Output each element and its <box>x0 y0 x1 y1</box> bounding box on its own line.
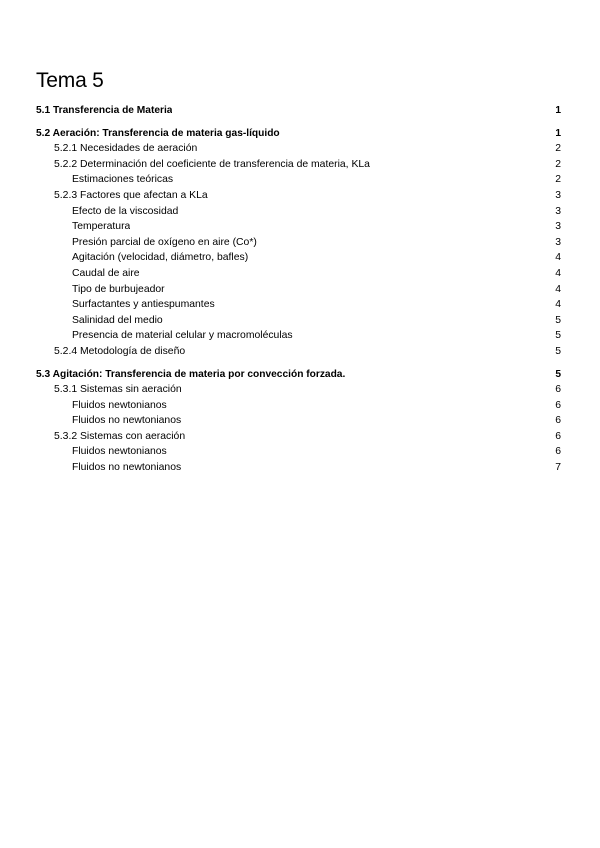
toc-entry-page: 1 <box>555 127 561 139</box>
toc-entry-5-3-1[interactable] <box>36 382 561 398</box>
toc-entry-label: Tipo de burbujeador <box>72 283 165 295</box>
toc-entry-page: 6 <box>555 415 561 427</box>
toc-entry-page: 4 <box>555 252 561 264</box>
toc-entry-burbujeador[interactable] <box>36 282 561 298</box>
toc-entry-page: 3 <box>555 236 561 248</box>
toc-entry-label: Salinidad del medio <box>72 314 163 326</box>
toc-entry-label: Presión parcial de oxígeno en aire (Co*) <box>72 236 257 248</box>
toc-entry-label: 5.3.1 Sistemas sin aeración <box>54 384 182 396</box>
toc-entry-material-celular[interactable] <box>36 328 561 344</box>
toc-entry-temperatura[interactable] <box>36 219 561 235</box>
toc-entry-page: 2 <box>555 143 561 155</box>
toc-entry-label: Fluidos no newtonianos <box>72 415 182 427</box>
toc-entry-label: 5.2.3 Factores que afectan a KLa <box>54 189 208 201</box>
toc-entry-label: 5.1 Transferencia de Materia <box>36 105 173 116</box>
toc-entry-page: 6 <box>555 384 561 396</box>
toc-entry-newtonianos-sin[interactable] <box>36 398 561 414</box>
toc-entry-5-2-1[interactable] <box>36 141 561 157</box>
toc-entry-page: 2 <box>555 174 561 186</box>
toc-entry-page: 6 <box>555 430 561 442</box>
toc-entry-page: 3 <box>555 221 561 233</box>
toc-entry-page: 7 <box>555 462 561 474</box>
toc-entry-label: 5.2.4 Metodología de diseño <box>54 345 186 357</box>
toc-entry-page: 5 <box>555 368 561 380</box>
toc-entry-label: Presencia de material celular y macromoléculas <box>72 330 293 342</box>
toc-entry-page: 6 <box>555 446 561 458</box>
toc-entry-page: 6 <box>555 399 561 411</box>
toc-entry-agitacion-factor[interactable] <box>36 250 561 266</box>
toc-entry-5-3[interactable] <box>36 367 561 383</box>
toc-entry-label: Agitación (velocidad, diámetro, bafles) <box>72 252 249 264</box>
toc-entry-label: 5.3.2 Sistemas con aeración <box>54 430 186 442</box>
toc-entry-label: Caudal de aire <box>72 267 140 279</box>
toc-entry-page: 5 <box>555 314 561 326</box>
toc-entry-page: 3 <box>555 189 561 201</box>
toc-entry-presion-parcial[interactable] <box>36 235 561 251</box>
toc-entry-label: Fluidos newtonianos <box>72 446 167 458</box>
toc-entry-page: 4 <box>555 283 561 295</box>
toc-entry-page: 2 <box>555 158 561 170</box>
toc-entry-no-newtonianos-con[interactable] <box>36 460 561 476</box>
toc-entry-no-newtonianos-sin[interactable] <box>36 413 561 429</box>
toc-entry-5-2-3[interactable] <box>36 188 561 204</box>
toc-entry-newtonianos-con[interactable] <box>36 444 561 460</box>
toc-entry-label: 5.3 Agitación: Transferencia de materia por convección forzada. <box>36 368 346 380</box>
toc-entry-label: Estimaciones teóricas <box>72 174 174 186</box>
toc-entry-page: 4 <box>555 267 561 279</box>
toc-entry-label: Fluidos newtonianos <box>72 399 167 411</box>
toc-entry-salinidad[interactable] <box>36 313 561 329</box>
toc-entry-caudal-aire[interactable] <box>36 266 561 282</box>
toc-entry-5-3-2[interactable] <box>36 429 561 445</box>
toc-entry-label: Fluidos no newtonianos <box>72 462 182 474</box>
toc-entry-page: 5 <box>555 345 561 357</box>
toc-entry-viscosidad[interactable] <box>36 204 561 220</box>
table-of-contents <box>36 103 561 476</box>
toc-entry-label: 5.2.1 Necesidades de aeración <box>54 143 198 155</box>
document-title: Tema 5 <box>36 69 104 92</box>
toc-entry-5-1[interactable] <box>36 103 561 119</box>
document-page <box>36 68 561 476</box>
toc-entry-label: 5.2.2 Determinación del coeficiente de transferencia de materia, KLa <box>54 158 370 170</box>
toc-entry-5-2-2[interactable] <box>36 157 561 173</box>
toc-entry-surfactantes[interactable] <box>36 297 561 313</box>
toc-entry-label: 5.2 Aeración: Transferencia de materia gas-líquido <box>36 127 280 139</box>
toc-entry-page: 4 <box>555 299 561 311</box>
toc-entry-label: Efecto de la viscosidad <box>72 205 179 217</box>
toc-entry-label: Surfactantes y antiespumantes <box>72 299 215 311</box>
toc-entry-estimaciones[interactable] <box>36 172 561 188</box>
toc-entry-page: 1 <box>555 105 561 116</box>
toc-entry-label: Temperatura <box>72 221 131 233</box>
toc-entry-5-2-4[interactable] <box>36 344 561 360</box>
toc-entry-page: 3 <box>555 205 561 217</box>
toc-entry-5-2[interactable] <box>36 126 561 142</box>
toc-entry-page: 5 <box>555 330 561 342</box>
